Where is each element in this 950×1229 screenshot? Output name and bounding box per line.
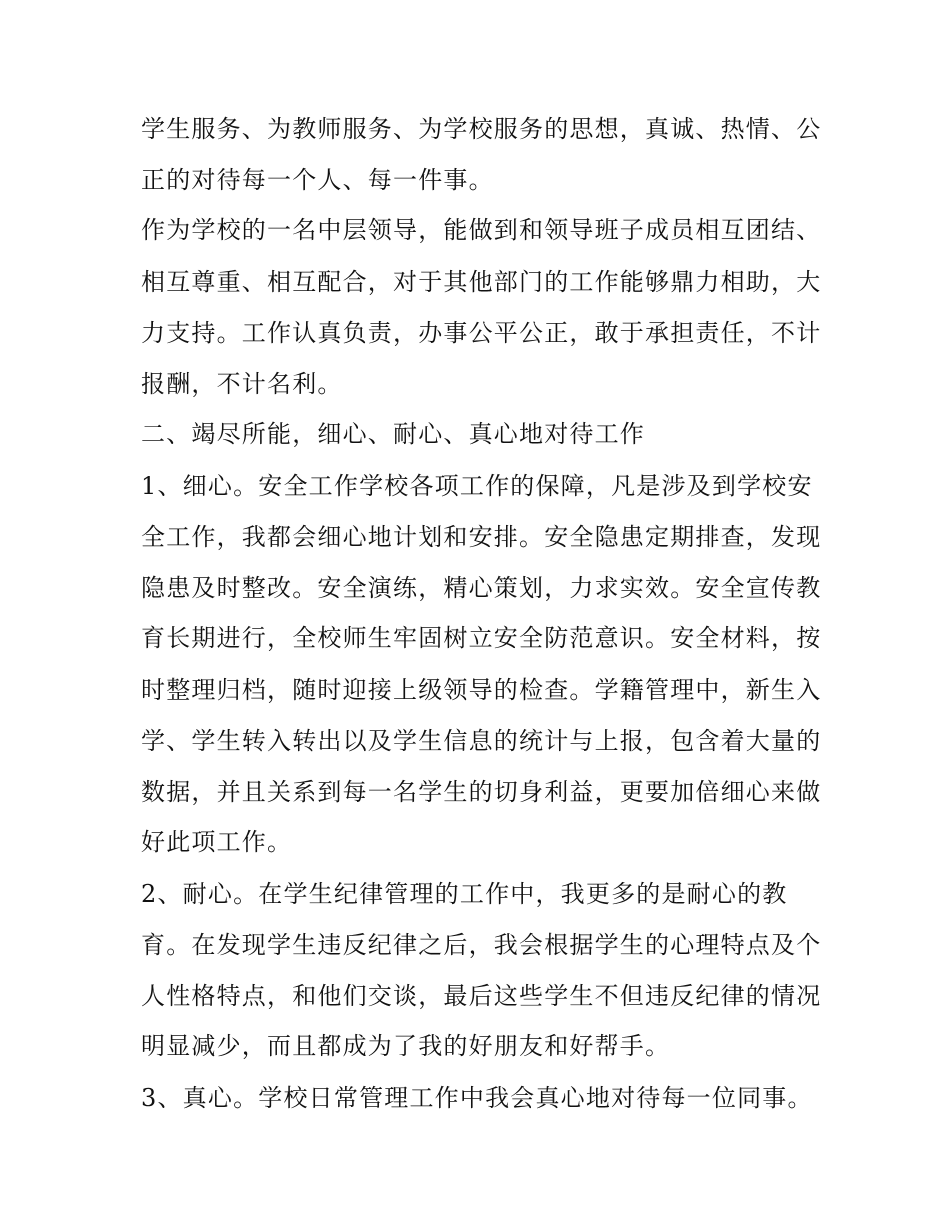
text-line-9: 全工作，我都会细心地计划和安排。安全隐患定期排查，发现 [141, 523, 822, 551]
text-line-17: 育。在发现学生违反纪律之后，我会根据学生的心理特点及个 [141, 931, 822, 959]
text-line-5: 力支持。工作认真负责，办事公平公正，敢于承担责任，不计 [141, 319, 822, 347]
text-line-6: 报酬，不计名利。 [141, 370, 343, 398]
text-line-12: 时整理归档，随时迎接上级领导的检查。学籍管理中，新生入 [141, 676, 822, 704]
text-line-1: 学生服务、为教师服务、为学校服务的思想，真诚、热情、公 [141, 115, 822, 143]
section-heading: 二、竭尽所能，细心、耐心、真心地对待工作 [141, 420, 645, 448]
text-line-2: 正的对待每一个人、每一件事。 [141, 166, 494, 194]
text-line-11: 育长期进行，全校师生牢固树立安全防范意识。安全材料，按 [141, 624, 822, 652]
text-line-8: 1、细心。安全工作学校各项工作的保障，凡是涉及到学校安 [141, 472, 813, 500]
text-line-16: 2、耐心。在学生纪律管理的工作中，我更多的是耐心的教 [141, 880, 788, 908]
text-line-15: 好此项工作。 [141, 828, 293, 856]
text-line-14: 数据，并且关系到每一名学生的切身利益，更要加倍细心来做 [141, 778, 822, 806]
text-line-3: 作为学校的一名中层领导，能做到和领导班子成员相互团结、 [141, 216, 822, 244]
text-line-20: 3、真心。学校日常管理工作中我会真心地对待每一位同事。 [141, 1084, 813, 1112]
text-line-10: 隐患及时整改。安全演练，精心策划，力求实效。安全宣传教 [141, 574, 822, 602]
text-line-4: 相互尊重、相互配合，对于其他部门的工作能够鼎力相助，大 [141, 268, 822, 296]
text-line-19: 明显减少，而且都成为了我的好朋友和好帮手。 [141, 1032, 671, 1060]
text-line-13: 学、学生转入转出以及学生信息的统计与上报，包含着大量的 [141, 727, 822, 755]
text-line-18: 人性格特点，和他们交谈，最后这些学生不但违反纪律的情况 [141, 982, 822, 1010]
